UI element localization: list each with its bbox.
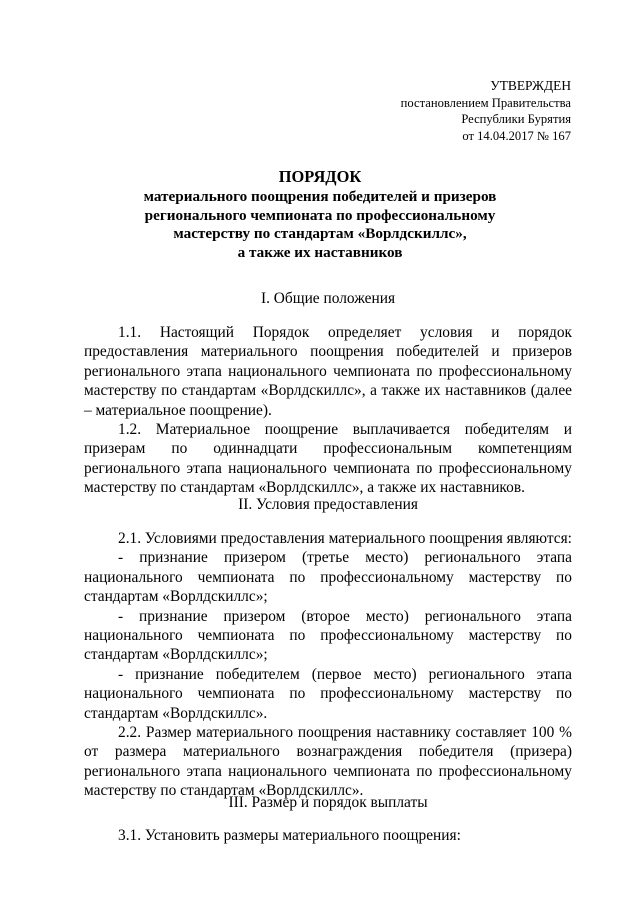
document-title: [60, 168, 580, 263]
section-heading-2: II. Условия предоставления: [238, 496, 418, 513]
approval-date: от 14.04.2017 № 167: [462, 128, 571, 143]
paragraph-1-2: 1.2. Материальное поощрение выплачивается победителям и призерам по одиннадцати профессиональным компетенциям регионального этапа национального чемпионата по профессиональному мастерству по стандартам «Ворлдскиллс», а также их наставников.: [84, 421, 572, 497]
paragraph-1-1: 1.1. Настоящий Порядок определяет условия и порядок предоставления материального поощрения победителей и призеров регионального этапа национального чемпионата по профессиональному мастерству по стандартам «Ворлдскиллс», а также их наставников (далее – материальное поощрение).: [84, 324, 572, 419]
title-line: регионального чемпионата по профессиональному: [144, 206, 496, 224]
list-item: - признание призером (второе место) регионального этапа национального чемпионата по профессиональному мастерству по стандартам «Ворлдскиллс»;: [84, 607, 572, 664]
title-line: мастерству по стандартам «Ворлдскиллс»,: [173, 225, 467, 243]
approval-stamp: [401, 78, 571, 144]
list-item: - признание победителем (первое место) регионального этапа национального чемпионата по профессиональному мастерству по стандартам «Ворлдскиллс».: [84, 665, 572, 722]
title-main: ПОРЯДОК: [278, 167, 362, 186]
section-2-body: [84, 529, 572, 801]
section-1-body: [84, 323, 572, 498]
section-3-body: [84, 826, 572, 845]
paragraph-2-1: 2.1. Условиями предоставления материального поощрения являются:: [118, 530, 572, 547]
section-heading-1: I. Общие положения: [260, 290, 396, 307]
paragraph-3-1: 3.1. Установить размеры материального поощрения:: [118, 827, 461, 844]
list-item: - признание призером (третье место) регионального этапа национального чемпионата по профессиональному мастерству по стандартам «Ворлдскиллс»;: [84, 549, 572, 606]
approval-heading: УТВЕРЖДЕН: [490, 78, 571, 93]
section-heading-3: III. Размер и порядок выплаты: [228, 794, 428, 811]
approval-line: постановлением Правительства: [400, 95, 571, 110]
approval-line: Республики Бурятия: [461, 112, 571, 126]
title-line: а также их наставников: [237, 244, 403, 262]
title-line: материального поощрения победителей и призеров: [143, 187, 497, 205]
paragraph-2-2: 2.2. Размер материального поощрения наставнику составляет 100 % от размера материального вознаграждения победителя (призера) регионального этапа национального чемпионата по профессиональному мастерству по стандартам «Ворлдскиллс».: [84, 724, 572, 800]
